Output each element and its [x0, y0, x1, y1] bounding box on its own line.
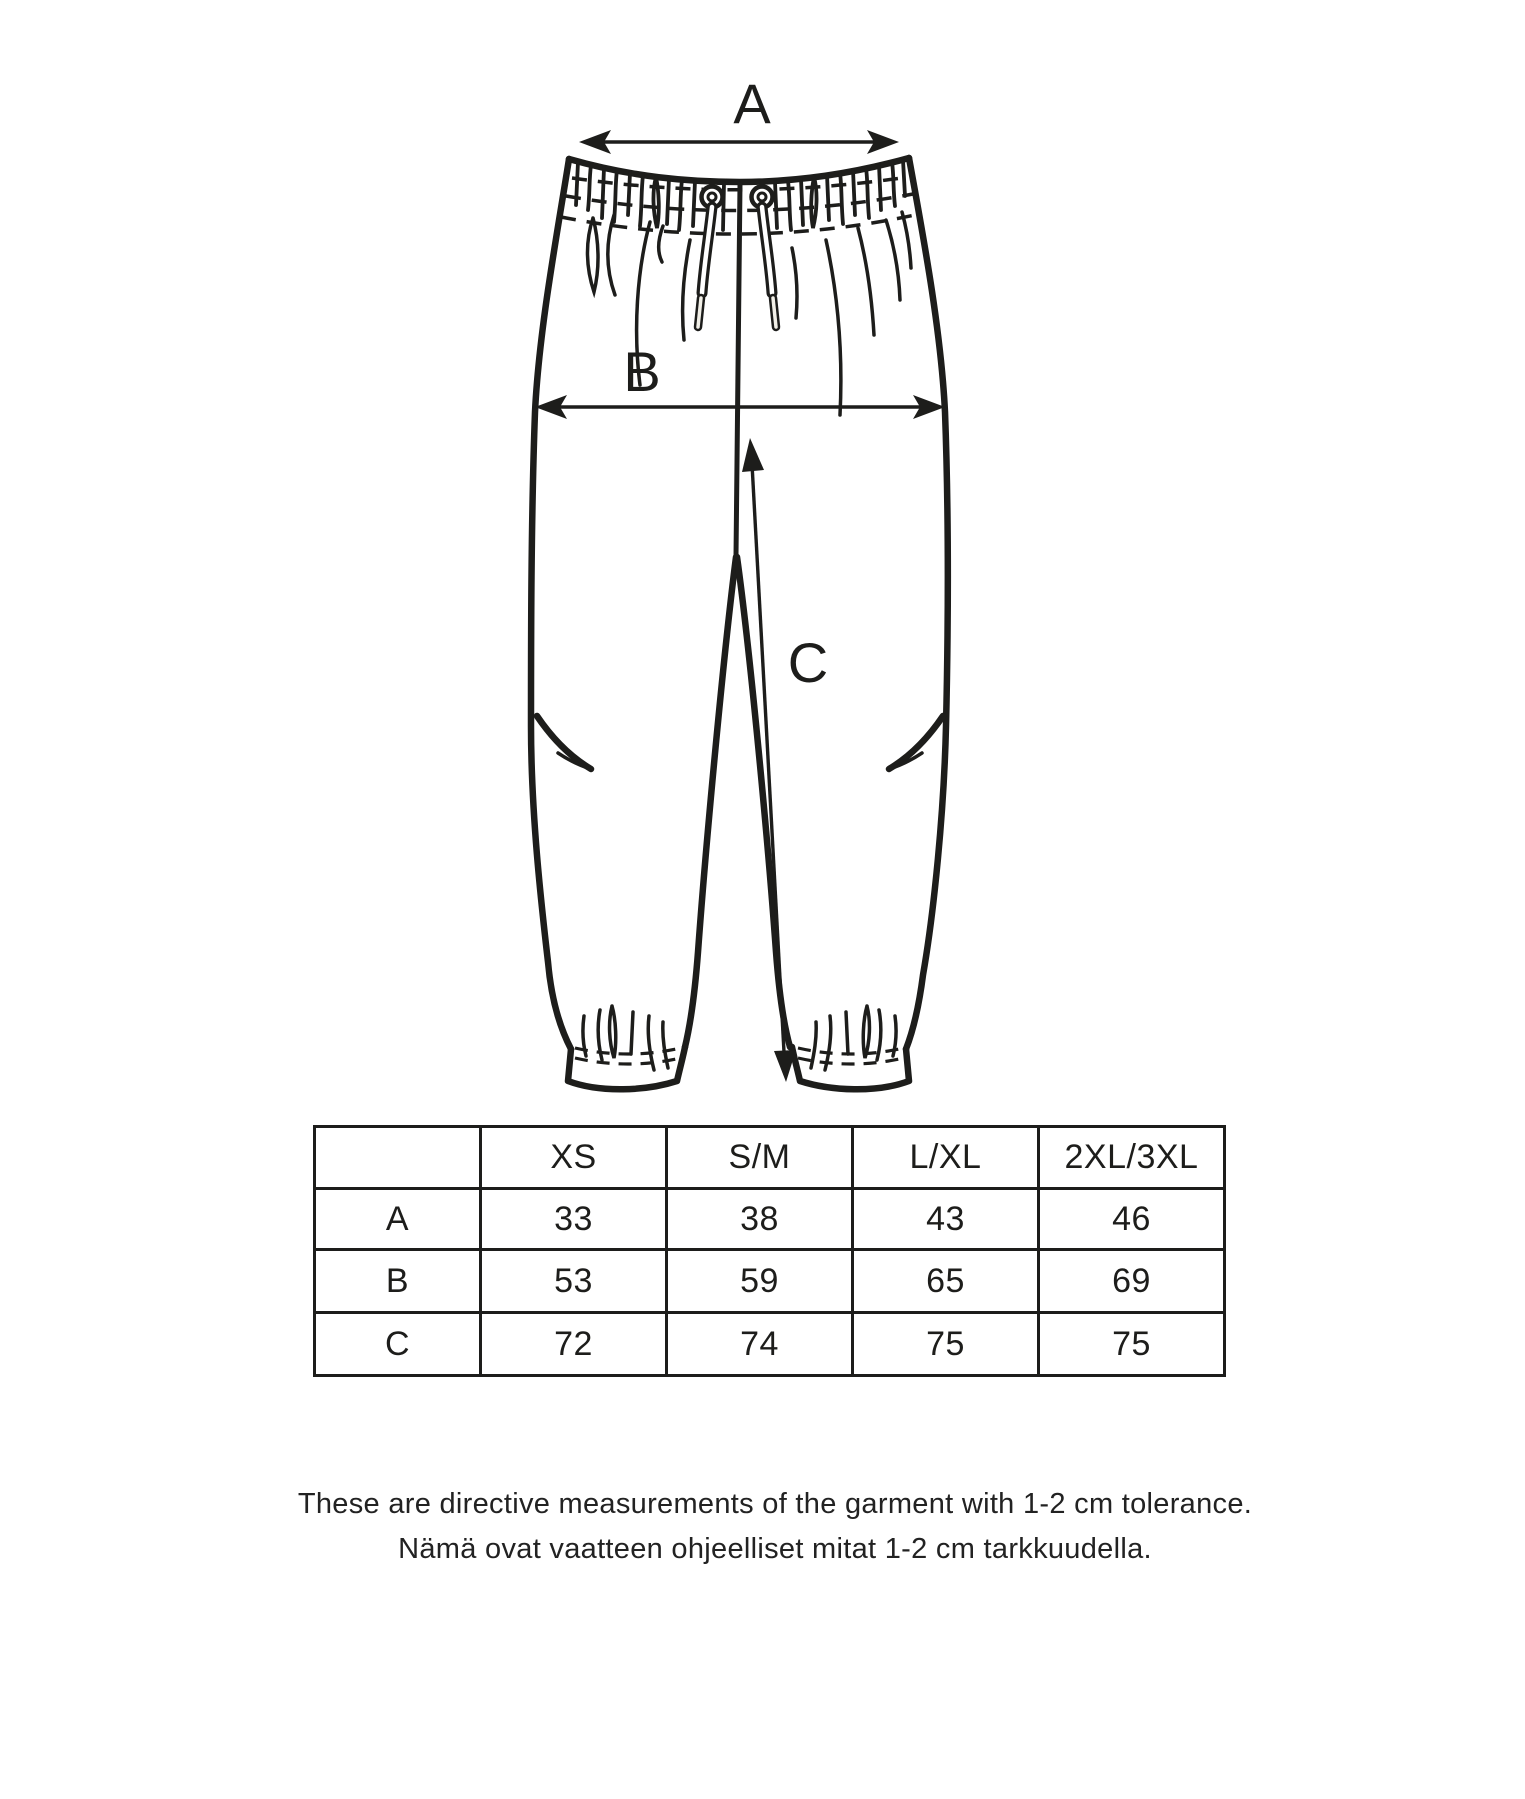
value-b-lxl: 65	[853, 1250, 1039, 1313]
pocket-right	[889, 716, 943, 769]
tolerance-note-en: These are directive measurements of the garment with 1-2 cm tolerance.	[297, 1488, 1253, 1520]
table-row-b	[315, 1250, 1225, 1313]
value-b-sm: 59	[667, 1250, 853, 1313]
value-c-sm: 74	[667, 1313, 853, 1376]
right-cuff-gathers	[798, 1006, 904, 1070]
value-c-lxl: 75	[853, 1313, 1039, 1376]
value-b-2xl3xl: 69	[1039, 1250, 1225, 1313]
arrowhead-down-icon	[774, 1050, 796, 1082]
table-row-c	[315, 1313, 1225, 1376]
value-c-xs: 72	[481, 1313, 667, 1376]
inseam-measurement-arrow	[742, 438, 796, 1082]
row-label-b: B	[315, 1250, 481, 1313]
pocket-left	[537, 716, 591, 769]
size-col-xs: XS	[481, 1127, 667, 1189]
size-col-sm: S/M	[667, 1127, 853, 1189]
value-b-xs: 53	[481, 1250, 667, 1313]
size-table	[313, 1125, 1226, 1377]
measurement-label-a: A	[733, 72, 771, 135]
pants-outline	[531, 158, 948, 1089]
measurement-label-b: B	[623, 340, 661, 403]
value-a-xs: 33	[481, 1189, 667, 1250]
value-a-lxl: 43	[853, 1189, 1039, 1250]
corner-cell	[315, 1127, 481, 1189]
value-c-2xl3xl: 75	[1039, 1313, 1225, 1376]
left-cuff-gathers	[575, 1006, 681, 1070]
value-a-2xl3xl: 46	[1039, 1189, 1225, 1250]
tolerance-note-fi: Nämä ovat vaatteen ohjeelliset mitat 1-2 cm tarkkuudella.	[398, 1533, 1152, 1565]
size-col-lxl: L/XL	[853, 1127, 1039, 1189]
measurement-label-c: C	[787, 631, 829, 694]
row-label-c: C	[315, 1313, 481, 1376]
tolerance-note	[250, 1482, 1300, 1572]
size-col-2xl3xl: 2XL/3XL	[1039, 1127, 1225, 1189]
size-table-header-row	[315, 1127, 1225, 1189]
table-row-a	[315, 1189, 1225, 1250]
value-a-sm: 38	[667, 1189, 853, 1250]
row-label-a: A	[315, 1189, 481, 1250]
arrowhead-up-icon	[742, 438, 764, 472]
